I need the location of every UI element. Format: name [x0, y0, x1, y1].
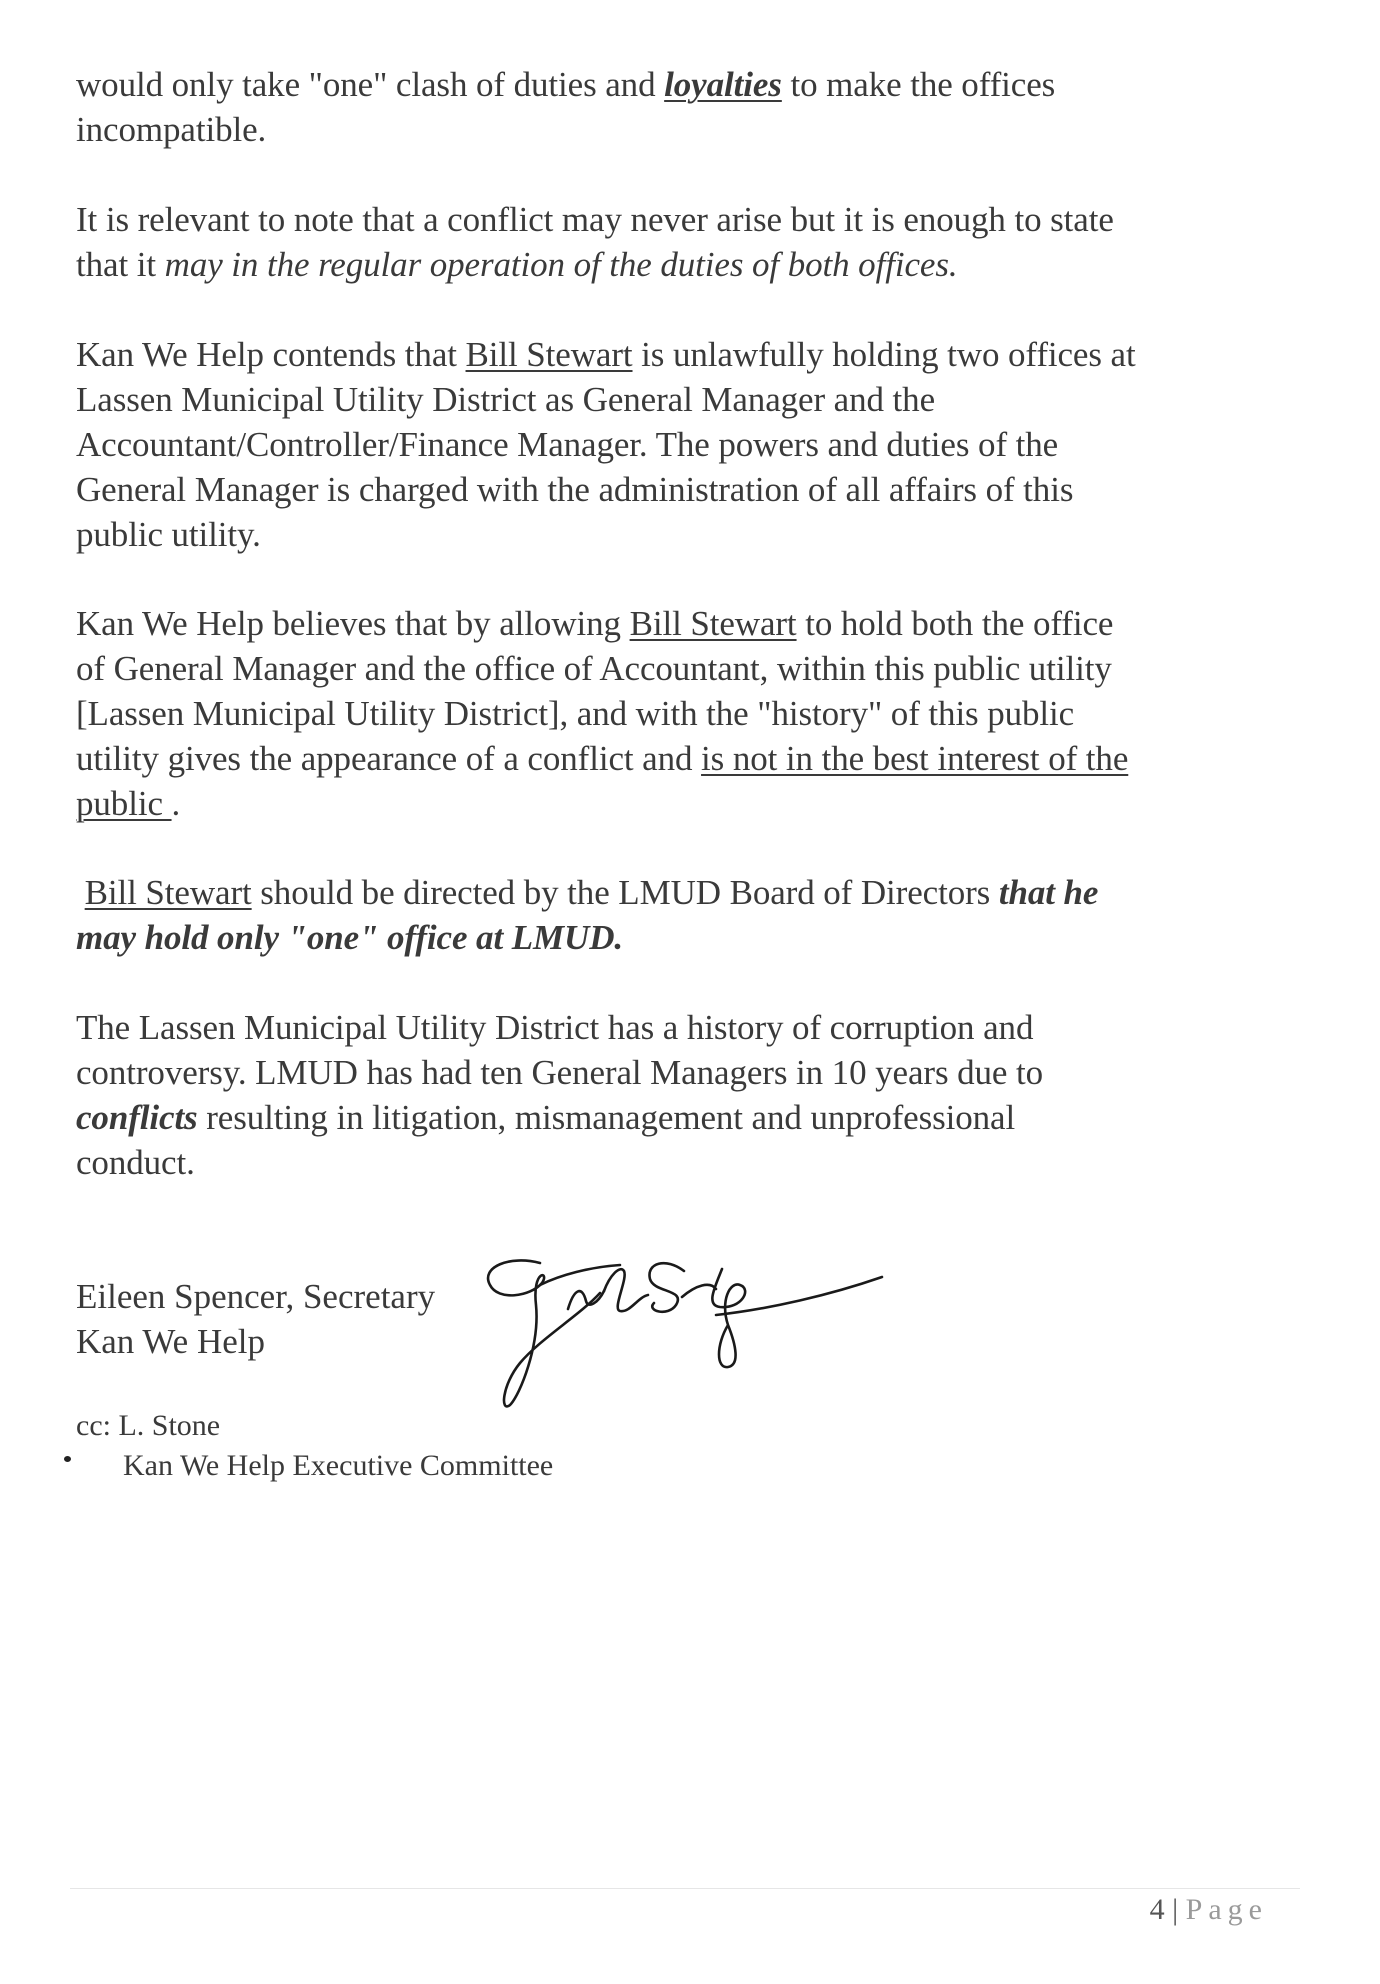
text-line: conflicts resulting in litigation, mismanagement and unprofessional — [76, 1098, 1016, 1137]
text-line: General Manager is charged with the administration of all affairs of this — [76, 470, 1074, 509]
name-bill-stewart: Bill Stewart — [629, 604, 797, 643]
signature-block — [76, 1274, 435, 1364]
text-line: controversy. LMUD has had ten General Managers in 10 years due to — [76, 1053, 1044, 1092]
paragraph-contention — [76, 332, 1296, 557]
text-line: conduct. — [76, 1143, 195, 1182]
paragraph-incompatible — [76, 62, 1296, 152]
emphasis-loyalties: loyalties — [664, 65, 782, 104]
page-footer — [1150, 1890, 1268, 1930]
emphasis-regular-operation: may in the regular operation of the duties of both offices. — [164, 245, 958, 284]
text-line: may hold only "one" office at LMUD. — [76, 918, 624, 957]
bullet-mark — [64, 1456, 71, 1462]
text-line: It is relevant to note that a conflict may never arise but it is enough to state — [76, 200, 1114, 239]
name-bill-stewart: Bill Stewart — [84, 873, 252, 912]
text-line: Bill Stewart should be directed by the LMUD Board of Directors that he — [84, 873, 1099, 912]
signer-organization: Kan We Help — [76, 1322, 265, 1361]
paragraph-belief — [76, 601, 1296, 826]
text-line: public . — [76, 784, 181, 823]
text-line: Lassen Municipal Utility District as General Manager and the — [76, 380, 936, 419]
paragraph-history — [76, 1005, 1296, 1185]
paragraph-conflict-note — [76, 197, 1296, 287]
cc-recipient: Kan We Help Executive Committee — [123, 1449, 554, 1482]
cc-recipient: cc: L. Stone — [76, 1409, 221, 1442]
text-line: Accountant/Controller/Finance Manager. The powers and duties of the — [76, 425, 1059, 464]
signer-name-title: Eileen Spencer, Secretary — [76, 1277, 436, 1316]
emphasis-conflicts: conflicts — [76, 1098, 198, 1137]
handwritten-signature — [470, 1245, 950, 1425]
footer-divider — [70, 1888, 1300, 1889]
text-line: Kan We Help believes that by allowing Bill Stewart to hold both the office — [76, 604, 1114, 643]
text-line: [Lassen Municipal Utility District], and with the "history" of this public — [76, 694, 1075, 733]
paragraph-directive — [76, 870, 1296, 960]
text-line: of General Manager and the office of Accountant, within this public utility — [76, 649, 1112, 688]
text-line: public utility. — [76, 515, 261, 554]
text-line: incompatible. — [76, 110, 267, 149]
text-line: The Lassen Municipal Utility District has a history of corruption and — [76, 1008, 1034, 1047]
cc-block — [76, 1406, 553, 1486]
emphasis-best-interest: is not in the best interest of the — [701, 739, 1129, 778]
page-label: Page — [1185, 1893, 1268, 1926]
emphasis-public: public — [76, 784, 172, 823]
text-line: utility gives the appearance of a conflict and is not in the best interest of the — [76, 739, 1129, 778]
name-bill-stewart: Bill Stewart — [465, 335, 633, 374]
page-separator: | — [1172, 1893, 1179, 1926]
text-line: that it may in the regular operation of the duties of both offices. — [76, 245, 958, 284]
page-number: 4 — [1149, 1893, 1165, 1926]
text-line: Kan We Help contends that Bill Stewart is unlawfully holding two offices at — [76, 335, 1136, 374]
emphasis-directive: that he — [998, 873, 1099, 912]
text-line: would only take "one" clash of duties and loyalties to make the offices — [76, 65, 1056, 104]
